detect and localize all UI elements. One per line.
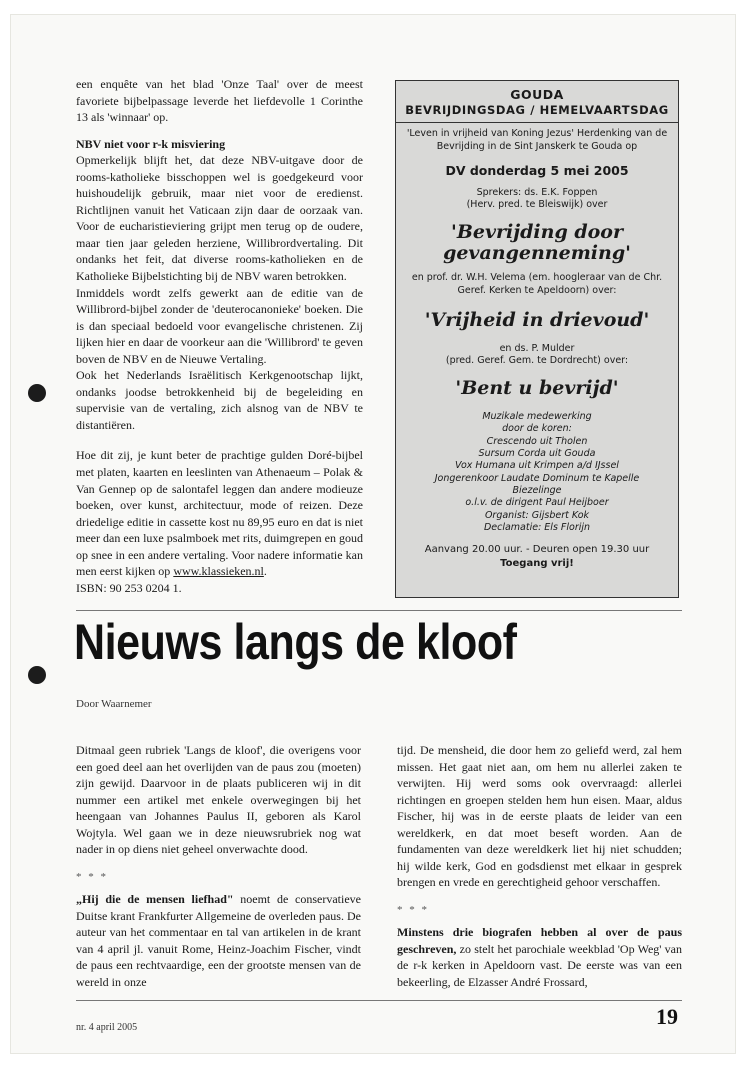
notice-speaker2: en prof. dr. W.H. Velema (em. hoogleraar van de Chr. Geref. Kerken te Apeldoorn) over:: [411, 272, 663, 296]
link-period: .: [263, 564, 267, 579]
music-line: Declamatie: Els Florijn: [483, 522, 591, 534]
dore-text: Hoe dit zij, je kunt beter de prachtige gulden Doré-bijbel met platen, kaarten en leeslinten van Athenaeum – Polak & Van Gennep op de salontafel leggen dan andere modieuze boeken, over kunst, architectuur, mode of reizen. Deze driedelige editie in cassette kost nu 89,95 euro en dat is niet meer dan een luxe psalmboek met rits, duimgrepen en goud op snee in een andere vertaling. Voor nadere informatie kan men eerst kijken op: [76, 448, 363, 579]
punch-hole-lower: [28, 666, 46, 684]
paragraph-nbv-3: Ook het Nederlands Israëlitisch Kerkgenootschap lijkt, ondanks joodse betrokkenheid bij de begeleiding en supervisie van de vertaling, zich alsnog van de NBV te distantiëren.: [76, 368, 363, 432]
paragraph-body: noemt de conservatieve Duitse krant Frankfurter Allgemeine de overleden paus. De auteur van het commentaar en tal van artikelen in de krant van 4 april jl. vanuit Rome, Heinz-Joachim Fischer, vindt de paus een rechtvaardige, een der grootste mensen van de wereld in onze: [76, 892, 361, 989]
issue-label: nr. 4 april 2005: [76, 1022, 138, 1033]
section-heading: NBV niet voor r-k misviering: [76, 136, 226, 151]
music-line: door de koren:: [502, 423, 572, 435]
notice-speaker1-affil: (Herv. pred. te Bleiswijk) over: [466, 199, 608, 211]
notice-day: BEVRIJDINGSDAG / HEMELVAARTSDAG: [405, 103, 669, 117]
notice-header: [396, 81, 678, 123]
music-line: Biezelinge: [512, 485, 562, 497]
notice-city: GOUDA: [510, 87, 564, 102]
notice-title-3: 'Bent u bevrijd': [455, 377, 619, 400]
music-line: Organist: Gijsbert Kok: [484, 509, 590, 521]
article-left-column: [76, 742, 361, 1002]
notice-entry: Toegang vrij!: [500, 557, 574, 569]
section-divider: [76, 610, 682, 611]
intro-paragraph: een enquête van het blad 'Onze Taal' over de meest favoriete bijbelpassage leverde het liefdevolle 1 Corinthe 13 als 'winnaar' op.: [76, 77, 363, 125]
article-byline: Door Waarnemer: [76, 698, 152, 710]
article-paragraph-2: [76, 891, 361, 990]
separator-stars: * * *: [397, 903, 429, 916]
paragraph-nbv-2: Inmiddels wordt zelfs gewerkt aan de editie van de Willibrord-bijbel zonder de 'deuterocanonieke' boeken. Die is dan speciaal bedoeld voor evangelische christenen. Zij lijken hier en daar de voorkeur aan die 'Willibrord' te geven boven de NBV en de Nieuwe Vertaling.: [76, 285, 363, 366]
paragraph-body: zo stelt het parochiale weekblad 'Op Weg' van de r-k kerken in Apeldoorn vast. De eerste was van een bekeerling, de Elzasser André Frossard,: [397, 941, 682, 989]
notice-time: Aanvang 20.00 uur. - Deuren open 19.30 uur: [424, 543, 650, 555]
lead-in-bold: „Hij die de mensen liefhad": [76, 892, 234, 906]
notice-subtitle: 'Leven in vrijheid van Koning Jezus' Herdenking van de Bevrijding in de Sint Janskerk te Gouda op: [406, 128, 668, 152]
music-line: Crescendo uit Tholen: [486, 435, 588, 447]
article-paragraph-1: Ditmaal geen rubriek 'Langs de kloof', die overigens voor een goed deel aan het overlijden van de paus zou (moeten) zijn gewijd. Daarvoor in de plaats publiceren wij in dit nummer een artikel met enkele overwegingen bij het heengaan van Johannes Paulus II, geboren als Karol Wojtyla. Wel gaan we in deze nieuwsrubriek nog wat nader in op diens niet geheel onverwachte dood.: [76, 743, 361, 857]
event-notice-box: [395, 80, 679, 598]
music-line: o.l.v. de dirigent Paul Heijboer: [465, 497, 609, 509]
klassieken-link[interactable]: www.klassieken.nl: [173, 564, 264, 579]
page-number: 19: [656, 1004, 678, 1029]
article-paragraph-3: tijd. De mensheid, die door hem zo geliefd werd, zal hem missen. Het gaat niet aan, om hem nu allerlei zaken te verwijten. Hij werd soms ook overvraagd: allerlei richtingen en groepen stelden hem hun eisen. Maar, aldus Fischer, hij was in de eerste plaats de leider van een wereldkerk, en dat moet beseft worden. Aan de fundamenten van deze wereldkerk liet hij niet schudden; hij wilde kerk, God en godsdienst met elkaar in gesprek brengen en vrede en gerechtigheid gehoor verschaffen.: [397, 743, 682, 890]
notice-title-2: 'Vrijheid in drievoud': [424, 308, 650, 331]
paragraph-dore-bible: [76, 447, 363, 579]
music-line: Muzikale medewerking: [482, 411, 592, 423]
article-paragraph-4: [397, 924, 682, 990]
music-line: Sursum Corda uit Gouda: [478, 448, 596, 460]
article-right-column: [397, 742, 682, 1002]
lead-in-bold: Minstens drie biografen hebben al over de paus geschreven,: [397, 925, 682, 956]
paragraph-nbv-1: Opmerkelijk blijft het, dat deze NBV-uitgave door de rooms-katholieke bisschoppen wel is goedgekeurd voor huishoudelijk gebruik, maar niet voor de eredienst. Richtlijnen vanuit het Vaticaan zijn daar de oorzaak van. Voor de eucharistieviering grijpt men terug op de oudere, maar tien jaar geleden herziene, Willibrordvertaling. Dit ondanks het feit, dat diverse rooms-katholieken en de Katholieke Bijbelstichting bij de NBV waren betrokken.: [76, 153, 363, 284]
music-line: Jongerenkoor Laudate Dominum te Kapelle: [434, 472, 640, 484]
article-title: Nieuws langs de kloof: [74, 614, 517, 670]
separator-stars: * * *: [76, 870, 108, 883]
notice-music-list: [396, 411, 678, 534]
notice-speaker3-affil: (pred. Geref. Gem. te Dordrecht) over:: [445, 355, 629, 367]
notice-speakers: Sprekers: ds. E.K. Foppen: [476, 186, 598, 198]
notice-date: DV donderdag 5 mei 2005: [445, 162, 629, 178]
footer-rule: [76, 1000, 682, 1001]
top-left-column: [76, 76, 363, 604]
punch-hole-upper: [28, 384, 46, 402]
notice-title-1: 'Bevrijding door gevangenneming': [443, 221, 631, 265]
music-line: Vox Humana uit Krimpen a/d IJssel: [455, 460, 619, 472]
isbn-line: ISBN: 90 253 0204 1.: [76, 580, 182, 595]
notice-speaker3: en ds. P. Mulder: [499, 342, 575, 354]
